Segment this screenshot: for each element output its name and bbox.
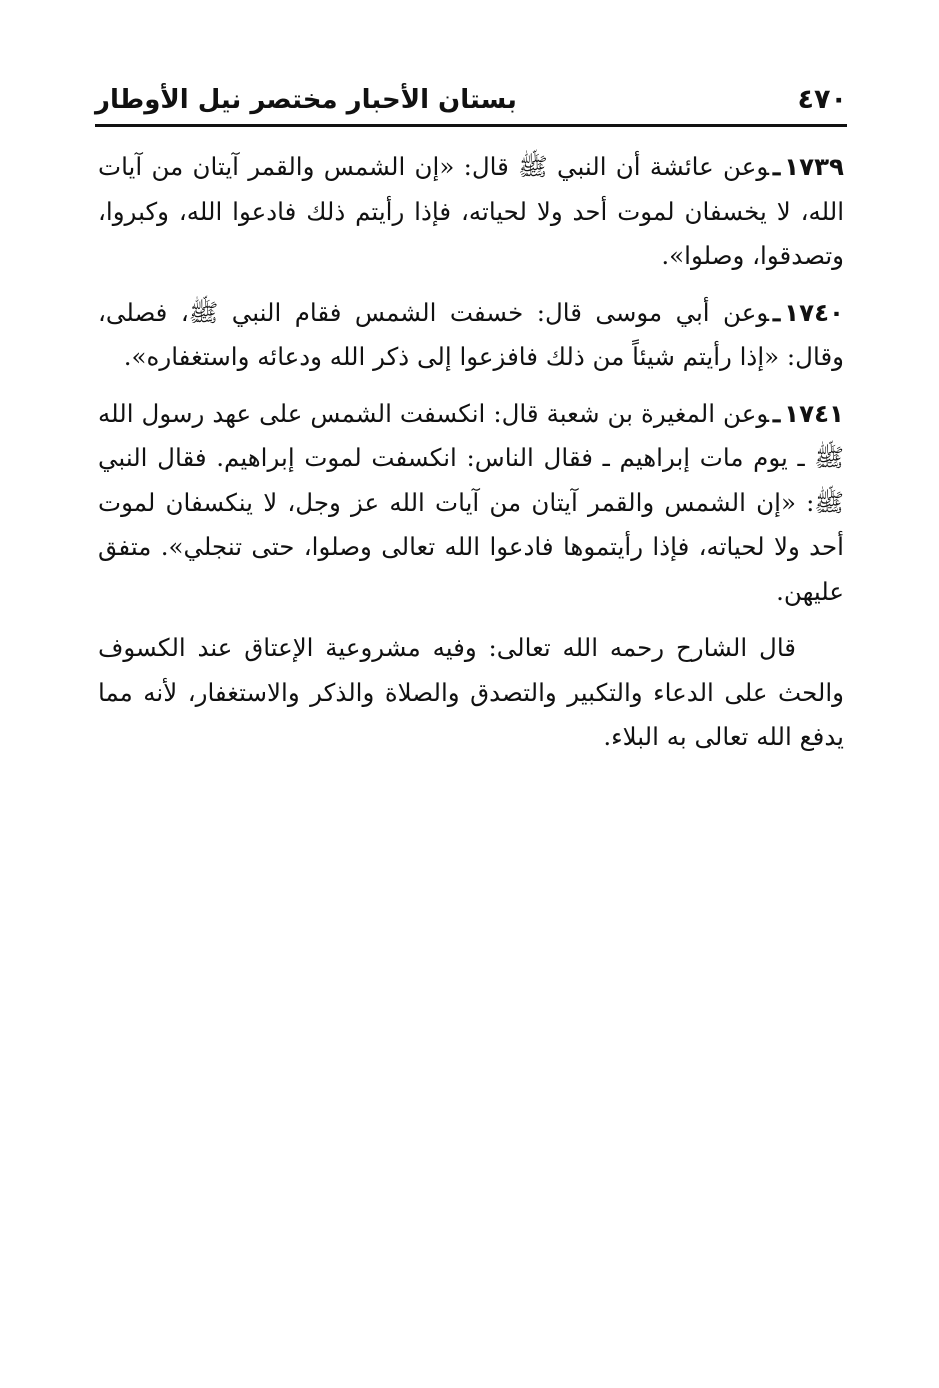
hadith-1741 (98, 392, 844, 615)
separator-dash: ـ (772, 297, 781, 327)
page-body (98, 145, 844, 772)
separator-dash: ـ (772, 398, 781, 428)
hadith-1739 (98, 145, 844, 279)
hadith-number: ١٧٤٠ (784, 297, 844, 327)
running-header (95, 82, 847, 127)
book-title: بستان الأحبار مختصر نيل الأوطار (95, 85, 517, 115)
page-number: ٤٧٠ (797, 84, 847, 115)
hadith-text: وعن عائشة أن النبي ﷺ قال: «إن الشمس والقمر آيتان من آيات الله، لا يخسفان لموت أحد ولا لحياته، فإذا رأيتم ذلك فادعوا الله، وكبروا، وتصدقوا، وصلوا». (98, 152, 844, 270)
commentary-paragraph: قال الشارح رحمه الله تعالى: وفيه مشروعية الإعتاق عند الكسوف والحث على الدعاء والتكبير والتصدق والصلاة والذكر والاستغفار، لأنه مما يدفع الله تعالى به البلاء. (98, 633, 844, 751)
hadith-text: وعن أبي موسى قال: خسفت الشمس فقام النبي ﷺ، فصلى، وقال: «إذا رأيتم شيئاً من ذلك فافزعوا إلى ذكر الله ودعائه واستغفاره». (98, 297, 844, 371)
hadith-number: ١٧٣٩ (784, 152, 844, 181)
separator-dash: ـ (772, 152, 781, 181)
hadith-number: ١٧٤١ (784, 398, 844, 428)
hadith-text: وعن المغيرة بن شعبة قال: انكسفت الشمس على عهد رسول الله ﷺ ـ يوم مات إبراهيم ـ فقال الناس: انكسفت لموت إبراهيم. فقال النبي ﷺ: «إن الشمس والقمر آيتان من آيات الله عز وجل، لا ينكسفان لموت أحد ولا لحياته، فإذا رأيتموها فادعوا الله تعالى وصلوا، حتى تنجلي». متفق عليهن. (98, 398, 844, 606)
hadith-1740 (98, 291, 844, 380)
